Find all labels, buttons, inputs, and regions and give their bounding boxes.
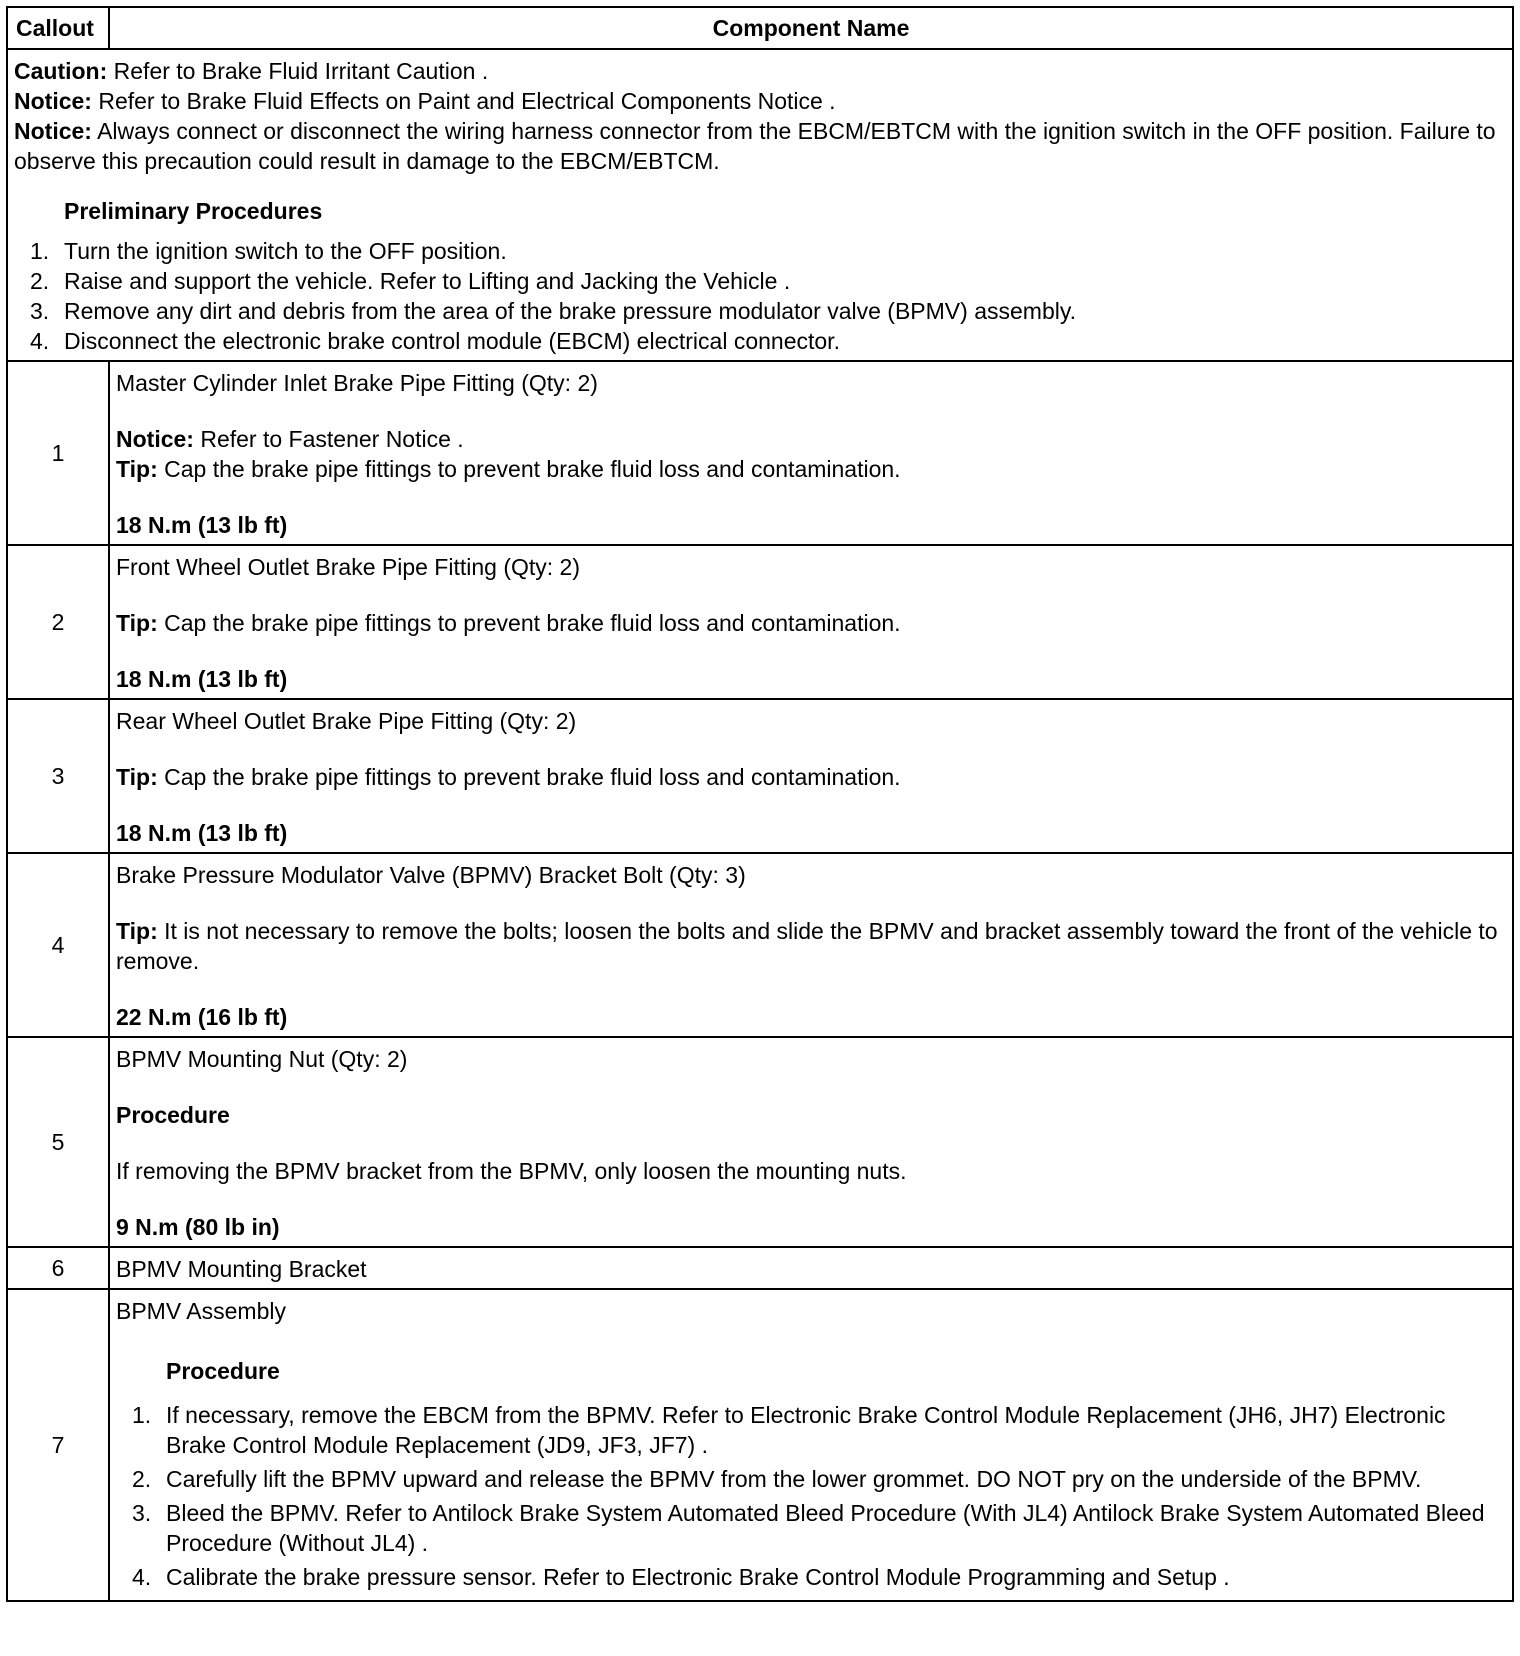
procedure-heading: Procedure: [166, 1358, 280, 1384]
component-cell: [109, 1289, 1513, 1601]
notice-label: Notice:: [14, 118, 92, 144]
caution-text: Refer to Brake Fluid Irritant Caution .: [107, 58, 489, 84]
notice-line: [14, 116, 1506, 176]
list-item: 3. Bleed the BPMV. Refer to Antilock Brake System Automated Bleed Procedure (With JL4) Antilock Brake System Automated Bleed Procedure (Without JL4) .: [132, 1500, 1485, 1556]
intro-row: [7, 49, 1513, 361]
component-cell: [109, 361, 1513, 545]
callout-number: 3: [7, 699, 109, 853]
notice-line: [14, 86, 1506, 116]
notice-line: Notice: Refer to Fastener Notice .: [116, 426, 464, 452]
callout-number: 6: [7, 1247, 109, 1289]
component-title: Front Wheel Outlet Brake Pipe Fitting (Qty: 2): [116, 554, 580, 580]
notice-text: Refer to Brake Fluid Effects on Paint and Electrical Components Notice .: [91, 88, 836, 114]
table-row: [7, 545, 1513, 699]
callout-number: 5: [7, 1037, 109, 1247]
callout-number: 2: [7, 545, 109, 699]
component-cell: [109, 699, 1513, 853]
caution-line: [14, 56, 1506, 86]
torque-spec: 18 N.m (13 lb ft): [116, 820, 288, 846]
component-title: Master Cylinder Inlet Brake Pipe Fitting (Qty: 2): [116, 370, 598, 396]
component-title: Brake Pressure Modulator Valve (BPMV) Bracket Bolt (Qty: 3): [116, 862, 746, 888]
tip-line: Tip: Cap the brake pipe fittings to prevent brake fluid loss and contamination.: [116, 764, 901, 790]
procedure-heading: Procedure: [116, 1102, 230, 1128]
callout-number: 7: [7, 1289, 109, 1601]
preliminary-steps: [14, 236, 1506, 356]
tip-line: Tip: It is not necessary to remove the bolts; loosen the bolts and slide the BPMV and bracket assembly toward the front of the vehicle to remove.: [116, 918, 1498, 974]
list-item: 3. Remove any dirt and debris from the area of the brake pressure modulator valve (BPMV) assembly.: [30, 298, 1077, 324]
component-name-header: Component Name: [109, 7, 1513, 49]
callout-number: 4: [7, 853, 109, 1037]
torque-spec: 22 N.m (16 lb ft): [116, 1004, 288, 1030]
table-row: [7, 1037, 1513, 1247]
component-title: BPMV Assembly: [116, 1298, 286, 1324]
procedure-text: If removing the BPMV bracket from the BPMV, only loosen the mounting nuts.: [116, 1158, 907, 1184]
procedure-steps: [116, 1400, 1506, 1592]
procedure-table: [6, 6, 1514, 1602]
notice-text: Always connect or disconnect the wiring harness connector from the EBCM/EBTCM with the ignition switch in the OFF position. Failure to observe this precaution could result in damage to the EBCM/EBTCM.: [14, 118, 1496, 174]
torque-spec: 18 N.m (13 lb ft): [116, 512, 288, 538]
list-item: 4. Disconnect the electronic brake control module (EBCM) electrical connector.: [30, 328, 840, 354]
caution-label: Caution:: [14, 58, 108, 84]
component-cell: [109, 853, 1513, 1037]
table-row: [7, 1289, 1513, 1601]
component-title: BPMV Mounting Bracket: [116, 1256, 367, 1282]
table-row: [7, 361, 1513, 545]
component-cell: [109, 1037, 1513, 1247]
tip-line: Tip: Cap the brake pipe fittings to prevent brake fluid loss and contamination.: [116, 456, 901, 482]
list-item: 1. Turn the ignition switch to the OFF position.: [30, 238, 507, 264]
component-title: BPMV Mounting Nut (Qty: 2): [116, 1046, 408, 1072]
header-row: [7, 7, 1513, 49]
component-cell: [109, 1247, 1513, 1289]
table-row: [7, 853, 1513, 1037]
list-item: 1. If necessary, remove the EBCM from the BPMV. Refer to Electronic Brake Control Module Replacement (JH6, JH7) Electronic Brake Control Module Replacement (JD9, JF3, JF7) .: [132, 1402, 1446, 1458]
list-item: 2. Carefully lift the BPMV upward and release the BPMV from the lower grommet. DO NOT pry on the underside of the BPMV.: [132, 1466, 1422, 1492]
component-cell: [109, 545, 1513, 699]
list-item: 2. Raise and support the vehicle. Refer to Lifting and Jacking the Vehicle .: [30, 268, 791, 294]
table-row: [7, 1247, 1513, 1289]
tip-line: Tip: Cap the brake pipe fittings to prevent brake fluid loss and contamination.: [116, 610, 901, 636]
list-item: 4. Calibrate the brake pressure sensor. Refer to Electronic Brake Control Module Programming and Setup .: [132, 1564, 1230, 1590]
table-row: [7, 699, 1513, 853]
torque-spec: 18 N.m (13 lb ft): [116, 666, 288, 692]
preliminary-procedures-heading: Preliminary Procedures: [64, 198, 323, 224]
notice-label: Notice:: [14, 88, 92, 114]
component-title: Rear Wheel Outlet Brake Pipe Fitting (Qty: 2): [116, 708, 577, 734]
callout-number: 1: [7, 361, 109, 545]
intro-cell: [7, 49, 1513, 361]
torque-spec: 9 N.m (80 lb in): [116, 1214, 280, 1240]
callout-header: Callout: [7, 7, 109, 49]
